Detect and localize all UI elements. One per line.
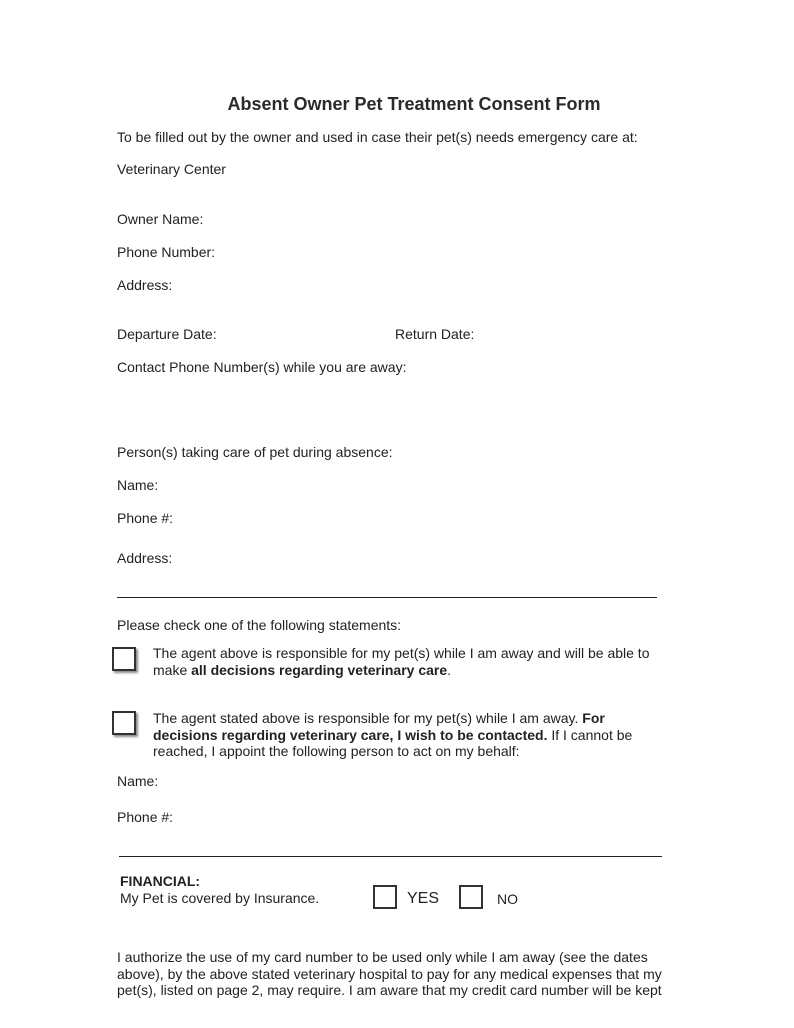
statement-1-text — [153, 645, 673, 678]
statement-2-text — [153, 710, 653, 760]
divider-line — [117, 597, 657, 598]
financial-heading: FINANCIAL: — [120, 873, 201, 889]
statement-2-text-a: The agent stated above is responsible for my pet(s) while I am away. — [153, 710, 583, 726]
return-date-label: Return Date: — [395, 326, 475, 342]
insurance-no-label: NO — [497, 891, 518, 907]
departure-date-label: Departure Date: — [117, 326, 217, 342]
form-title: Absent Owner Pet Treatment Consent Form — [227, 94, 601, 114]
appointee-name-label: Name: — [117, 773, 159, 789]
owner-name-label: Owner Name: — [117, 211, 204, 227]
insurance-yes-label: YES — [407, 890, 440, 907]
insurance-no-checkbox[interactable] — [459, 885, 483, 909]
caretaker-name-label: Name: — [117, 477, 159, 493]
statement-2-text-b: If I cannot be reached, I appoint the following person to act on my behalf: — [153, 726, 633, 759]
statement-1-text-b: . — [447, 661, 452, 678]
clinic-name: Veterinary Center — [117, 161, 226, 177]
statement-1-bold: all decisions regarding veterinary care — [191, 661, 448, 678]
statement-1-checkbox[interactable] — [112, 647, 136, 671]
owner-phone-label: Phone Number: — [117, 244, 216, 260]
statement-1-text-a: The agent above is responsible for my pet(s) while I am away and will be able to make — [153, 645, 650, 678]
intro-text: To be filled out by the owner and used in case their pet(s) needs emergency care at: — [117, 129, 638, 145]
appointee-phone-label: Phone #: — [117, 809, 174, 825]
caretaker-heading: Person(s) taking care of pet during absence: — [117, 444, 393, 460]
caretaker-address-label: Address: — [117, 550, 173, 566]
statement-2-checkbox[interactable] — [112, 711, 136, 735]
caretaker-phone-label: Phone #: — [117, 510, 174, 526]
authorization-text: I authorize the use of my card number to be used only while I am away (see the dates above), by the above stated veterinary hospital to pay for any medical expenses that my pet(s), listed on page 2, may require. I am aware that my credit card number will be kept — [117, 949, 662, 998]
divider-line — [119, 856, 662, 857]
insurance-yes-checkbox[interactable] — [373, 885, 397, 909]
contact-phone-label: Contact Phone Number(s) while you are away: — [117, 359, 407, 375]
insurance-label: My Pet is covered by Insurance. — [120, 890, 320, 906]
statement-2-bold: For decisions regarding veterinary care, I wish to be contacted. — [153, 710, 605, 743]
statements-prompt: Please check one of the following statements: — [117, 617, 402, 633]
owner-address-label: Address: — [117, 277, 173, 293]
